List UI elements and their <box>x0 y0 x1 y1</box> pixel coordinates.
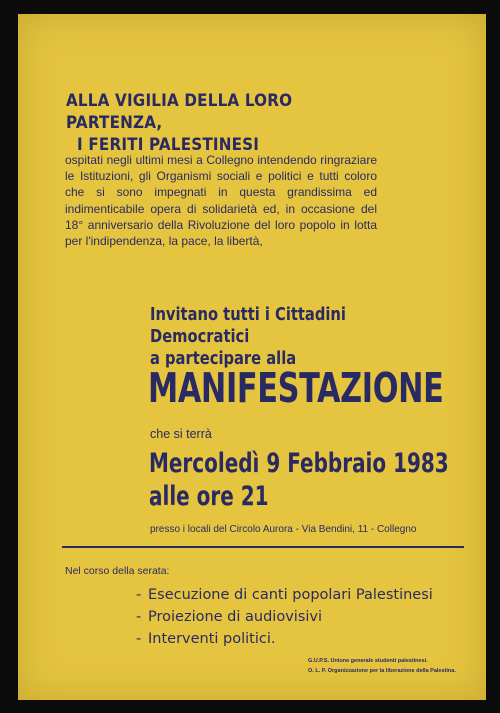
organizer-olp: O. L. P. Organizzazione per la liberazione della Palestina. <box>308 668 456 674</box>
event-location: presso i locali del Circolo Aurora - Via Bendini, 11 - Collegno <box>150 524 417 535</box>
program-item-label: Esecuzione di canti popolari Palestinesi <box>148 587 433 603</box>
event-title: MANIFESTAZIONE <box>148 364 444 412</box>
program-list <box>136 584 433 650</box>
event-datetime <box>149 447 460 513</box>
event-date: Mercoledì 9 Febbraio 1983 <box>149 448 449 479</box>
poster <box>18 14 486 700</box>
program-item <box>136 606 433 628</box>
dash-glyph: - <box>136 631 142 647</box>
dash-glyph: - <box>136 587 142 603</box>
headline <box>66 90 360 156</box>
event-time: alle ore 21 <box>149 481 269 512</box>
si-terra-text: che si terrà <box>150 427 212 441</box>
program-item-label: Proiezione di audiovisivi <box>148 609 323 625</box>
invitation-line-2: a partecipare alla <box>150 349 297 369</box>
program-item <box>136 584 433 606</box>
program-item <box>136 628 433 650</box>
serata-label: Nel corso della serata: <box>65 565 170 577</box>
invitation-line-1: Invitano tutti i Cittadini Democratici <box>150 305 346 347</box>
headline-line-2: I FERITI PALESTINESI <box>77 135 260 154</box>
divider-line <box>62 546 464 548</box>
organizer-gups: G.U.P.S. Unione generale studenti palestinesi. <box>308 658 428 664</box>
invitation <box>150 304 402 370</box>
intro-paragraph: ospitati negli ultimi mesi a Collegno intendendo ringraziare le Istituzioni, gli Organismi sociali e politici e tutti coloro che si sono impegnati in questa grandissima ed indimenticabile opera di solidarietà ed, in occasione del 18° anniversario della Rivoluzione del loro popolo in lotta per l'indipendenza, la pace, la libertà, <box>65 153 377 249</box>
headline-line-1: ALLA VIGILIA DELLA LORO PARTENZA, <box>66 91 293 132</box>
dash-glyph: - <box>136 609 142 625</box>
organizers <box>308 656 456 676</box>
program-item-label: Interventi politici. <box>148 631 276 647</box>
